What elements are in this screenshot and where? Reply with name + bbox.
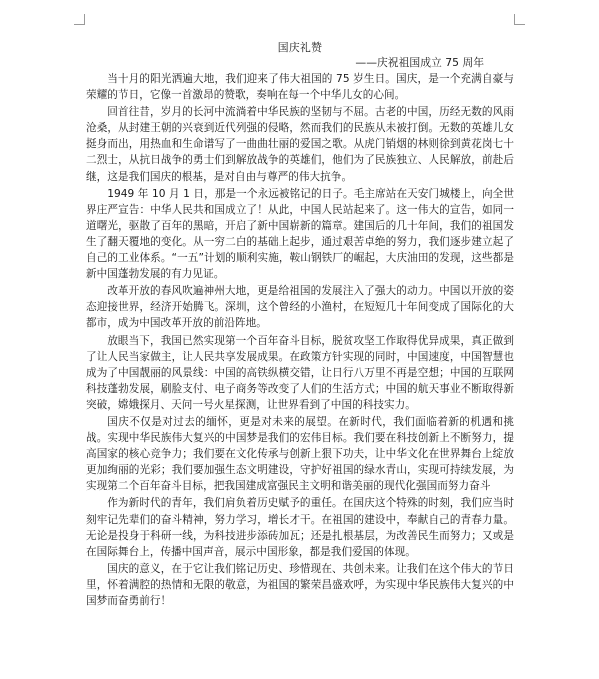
paragraph-5: 放眼当下，我国已然实现第一个百年奋斗目标，脱贫攻坚工作取得优异成果，真正做到了让人民当家做主，让人民共享发展成果。在政策方针实现的同时，中国速度，中国智慧也成为了中国靓丽的风景线：中国的高铁纵横交错，让日行八万里不再是空想；中国的互联网科技蓬勃发展，刷脸支付、电子商务等改变了人们的生活方式；中国的航天事业不断取得新突破，嫦娥探月、天问一号火星探测，让世界看到了中国的科技实力。: [86, 334, 514, 411]
page-corner-mark-right: [514, 14, 525, 25]
paragraph-1: 当十月的阳光洒遍大地，我们迎来了伟大祖国的 75 岁生日。国庆，是一个充满自豪与荣耀的节日，它像一首激昂的赞歌，奏响在每一个中华儿女的心间。: [86, 73, 514, 102]
page-corner-mark-left: [74, 14, 85, 25]
document-title: 国庆礼赞: [277, 41, 323, 54]
paragraph-2: 回首往昔，岁月的长河中流淌着中华民族的坚韧与不屈。古老的中国，历经无数的风雨沧桑，从封建王朝的兴衰到近代列强的侵略，然而我们的民族从未被打倒。无数的英雄儿女挺身而出，用热血和生命谱写了一曲曲壮丽的爱国之歌。从虎门销烟的林则徐到黄花岗七十二烈士，从抗日战争的勇士们到解放战争的英雄们，他们为了民族独立、人民解放，前赴后继，这是我们国庆的根基，是对自由与尊严的伟大抗争。: [86, 106, 514, 183]
paragraph-4: 改革开放的春风吹遍神州大地，更是给祖国的发展注入了强大的动力。中国以开放的姿态迎接世界，经济开始腾飞。深圳，这个曾经的小渔村，在短短几十年间变成了国际化的大都市，成为中国改革开放的前沿阵地。: [86, 285, 514, 330]
paragraph-8: 国庆的意义，在于它让我们铭记历史、珍惜现在、共创未来。让我们在这个伟大的节日里，怀着满腔的热情和无限的敬意，为祖国的繁荣昌盛欢呼，为实现中华民族伟大复兴的中国梦而奋勇前行！: [86, 562, 514, 607]
paragraph-3: 1949 年 10 月 1 日，那是一个永远被铭记的日子。毛主席站在天安门城楼上，向全世界庄严宣告：中华人民共和国成立了！从此，中国人民站起来了。这一伟大的宣告，如同一道曙光，驱散了百年的黑暗，开启了新中国崭新的篇章。建国后的几十年间，我们的祖国发生了翻天覆地的变化。从一穷二白的基础上起步，通过艰苦卓绝的努力，我们逐步建立起了自己的工业体系。“一五”计划的顺利实施，鞍山钢铁厂的崛起，大庆油田的发现，这些都是新中国蓬勃发展的有力见证。: [86, 187, 514, 281]
document-subtitle: ——庆祝祖国成立 75 周年: [355, 56, 484, 69]
document-page: [86, 40, 514, 610]
paragraph-7: 作为新时代的青年，我们肩负着历史赋予的重任。在国庆这个特殊的时刻，我们应当时刻牢记先辈们的奋斗精神，努力学习，增长才干。在祖国的建设中，奉献自己的青春力量。无论是投身于科研一线，为科技进步添砖加瓦；还是扎根基层，为改善民生而努力；又或是在国际舞台上，传播中国声音，展示中国形象，都是我们爱国的体现。: [86, 497, 514, 558]
paragraph-6: 国庆不仅是对过去的缅怀，更是对未来的展望。在新时代，我们面临着新的机遇和挑战。实现中华民族伟大复兴的中国梦是我们的宏伟目标。我们要在科技创新上不断努力，提高国家的核心竞争力；我们要在文化传承与创新上狠下功夫，让中华文化在世界舞台上绽放更加绚丽的光彩；我们要加强生态文明建设，守护好祖国的绿水青山，实现可持续发展，为实现第二个百年奋斗目标，把我国建成富强民主文明和谐美丽的现代化强国而努力奋斗: [86, 415, 514, 493]
